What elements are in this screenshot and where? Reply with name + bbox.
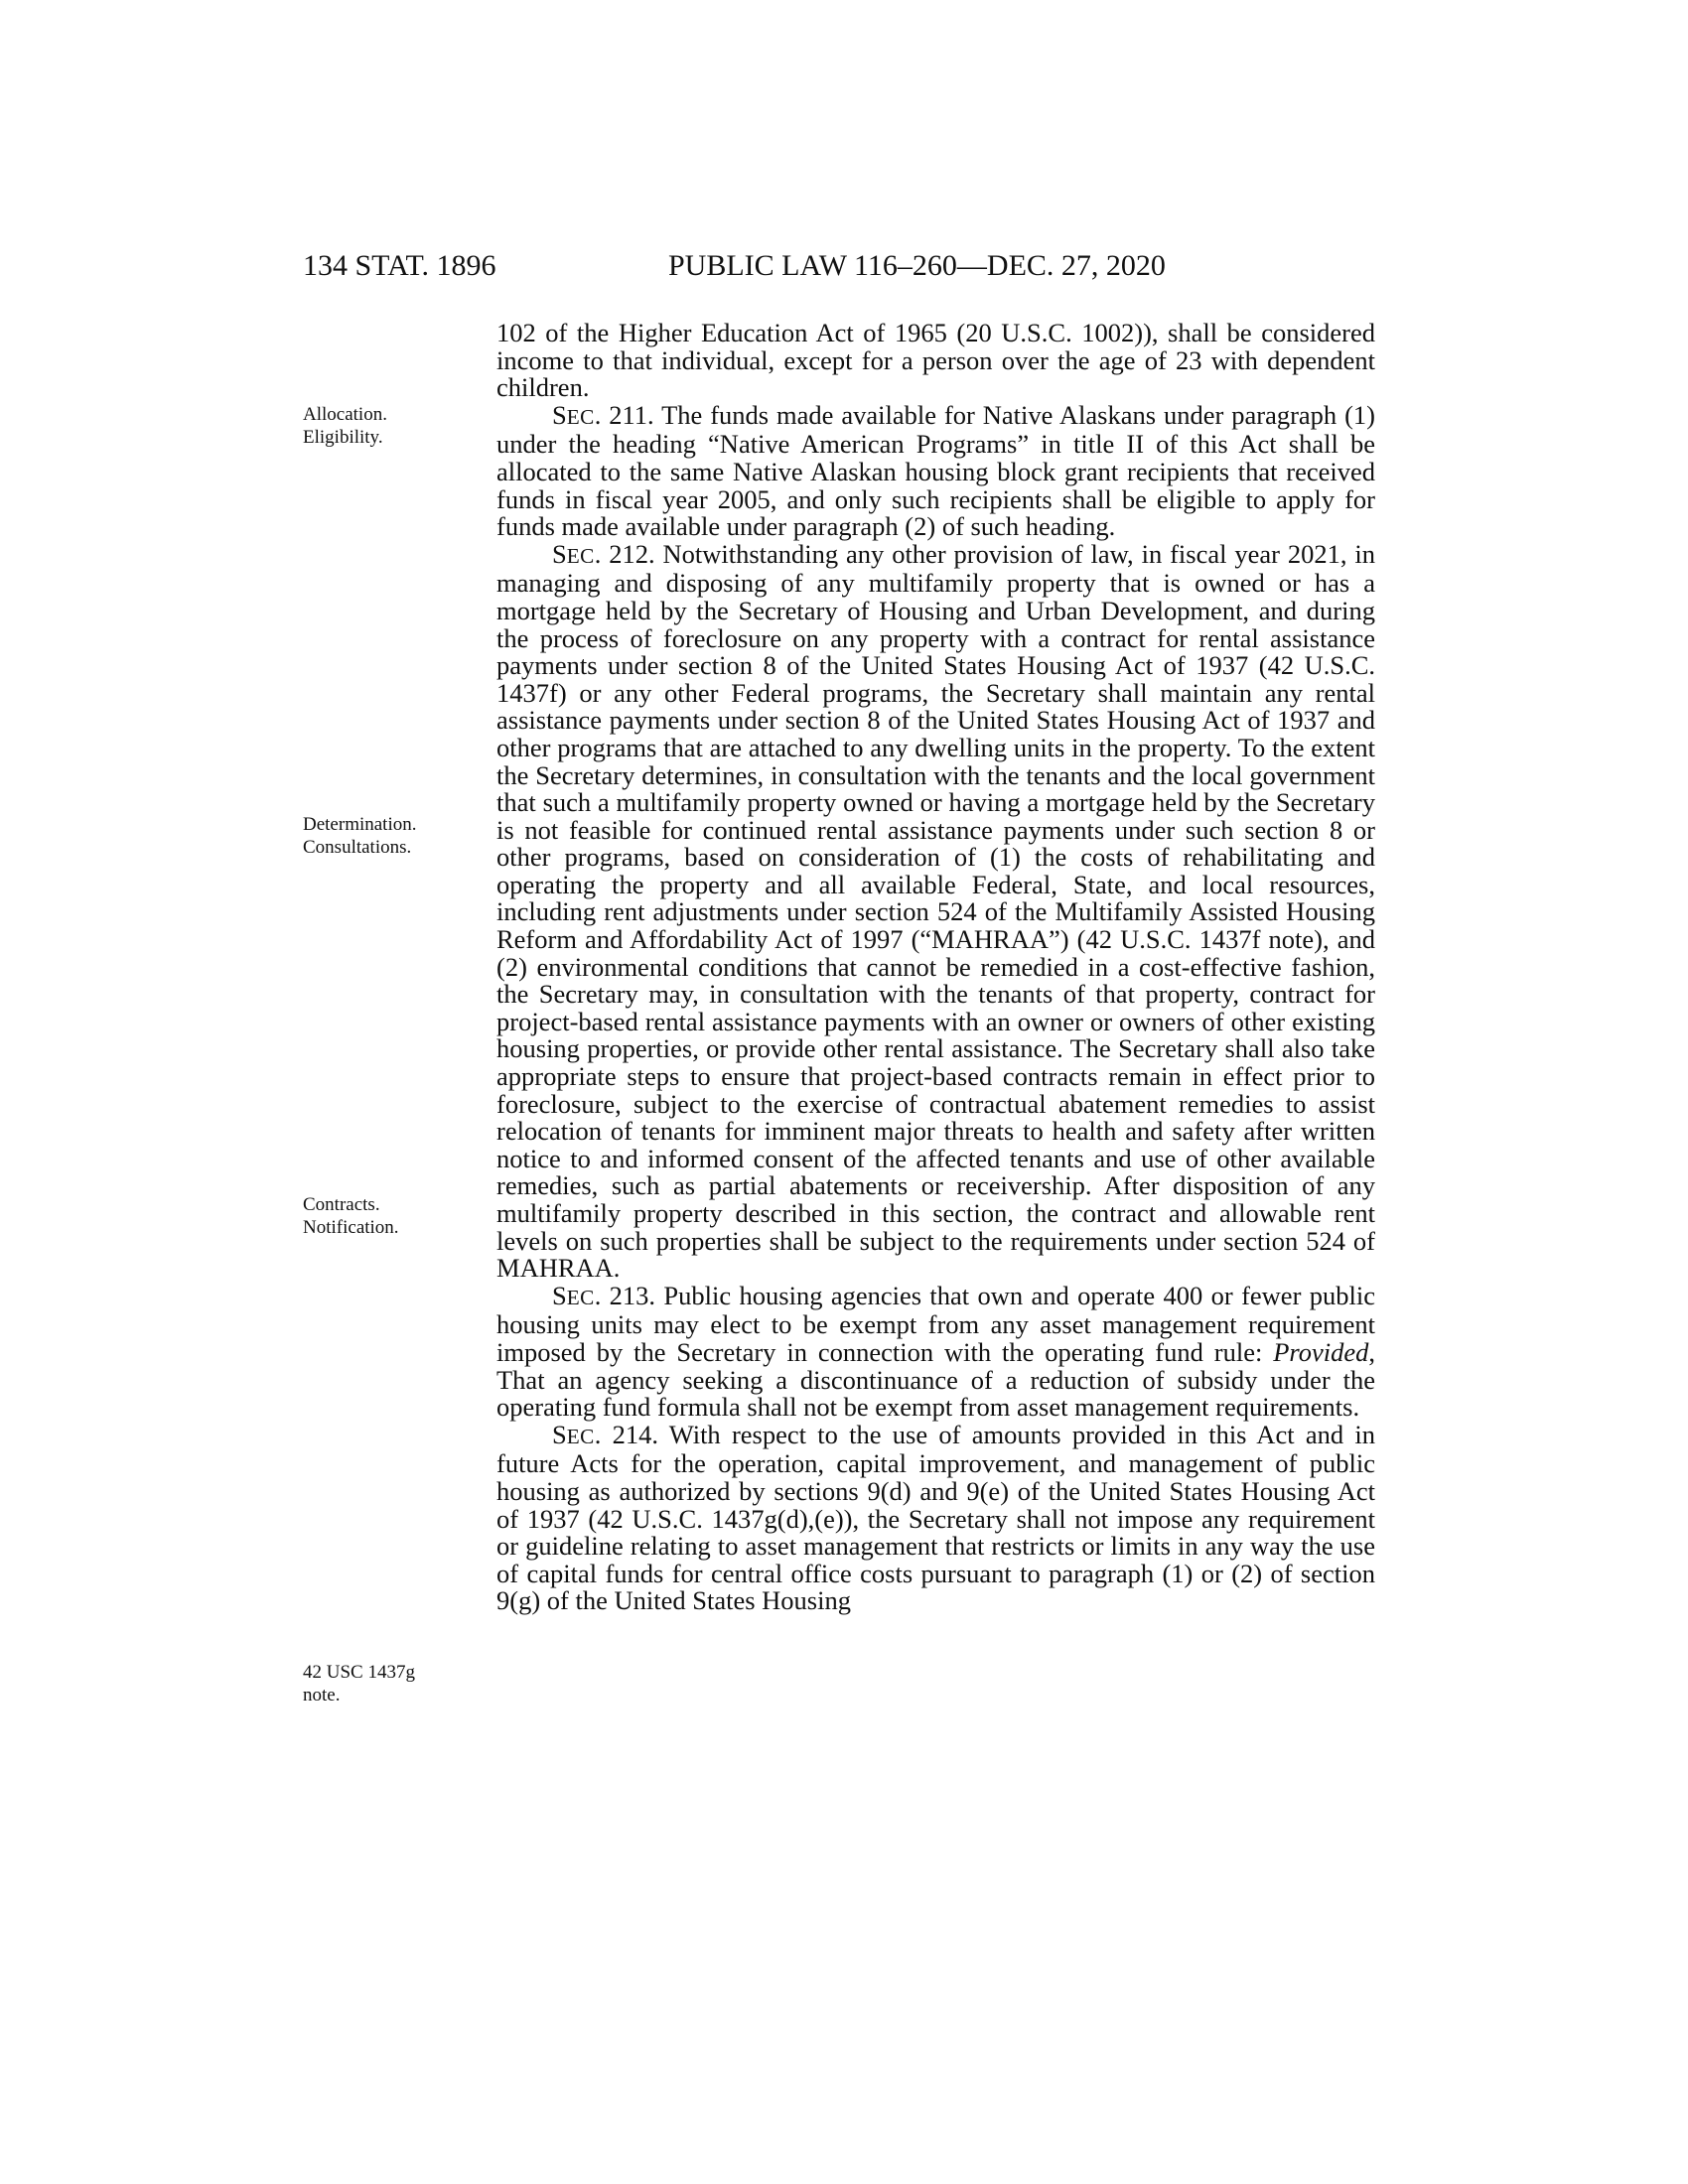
- margin-note-line: Allocation.: [303, 404, 387, 425]
- statute-page-number: 134 STAT. 1896: [303, 249, 496, 282]
- margin-note-allocation: [303, 403, 472, 449]
- margin-note-line: Contracts.: [303, 1194, 380, 1215]
- proviso-italic: Provided: [1273, 1336, 1369, 1367]
- section-214: SEC. 214. With respect to the use of amounts provided in this Act and in future Acts for the operation, capital improvement, and management of public housing as authorized by sections 9(d) and 9(e) of the United States Housing Act of 1937 (42 U.S.C. 1437g(d),(e)), the Secretary shall not impose any requirement or guideline relating to asset management that restricts or limits in any way the use of capital funds for central office costs pursuant to paragraph (1) or (2) of section 9(g) of the United States Housing: [496, 1419, 1375, 1616]
- margin-note-line: Consultations.: [303, 837, 412, 858]
- margin-note-line: Eligibility.: [303, 427, 383, 448]
- margin-note-line: note.: [303, 1685, 341, 1706]
- statute-body: [496, 320, 1375, 1615]
- margin-note-determination: [303, 813, 472, 859]
- paragraph-continuation: 102 of the Higher Education Act of 1965 (20 U.S.C. 1002)), shall be considered income to that individual, except for a person over the age of 23 with dependent children.: [496, 318, 1375, 403]
- margin-note-contracts: [303, 1193, 472, 1239]
- public-law-citation: PUBLIC LAW 116–260—DEC. 27, 2020: [668, 249, 1166, 282]
- section-211: SEC. 211. The funds made available for Native Alaskans under paragraph (1) under the heading “Native American Programs” in title II of this Act shall be allocated to the same Native Alaskan housing block grant recipients that received funds in fiscal year 2005, and only such recipients shall be eligible to apply for funds made available under paragraph (2) of such heading.: [496, 399, 1375, 542]
- section-213: SEC. 213. Public housing agencies that own and operate 400 or fewer public housing units may elect to be exempt from any asset management requirement imposed by the Secretary in connection with the operating fund rule: Provided, That an agency seeking a discontinuance of a reduction of subsidy under the operating fund formula shall not be exempt from asset management requirements.: [496, 1280, 1375, 1423]
- margin-note-usc: [303, 1661, 472, 1706]
- margin-note-line: Determination.: [303, 814, 417, 835]
- section-212: SEC. 212. Notwithstanding any other provision of law, in fiscal year 2021, in managing and disposing of any multifamily property that is owned or has a mortgage held by the Secretary of Housing and Urban Development, and during the process of foreclosure on any property with a contract for rental assistance payments under section 8 of the United States Housing Act of 1937 (42 U.S.C. 1437f) or any other Federal programs, the Secretary shall maintain any rental assistance payments under section 8 of the United States Housing Act of 1937 and other programs that are attached to any dwelling units in the property. To the extent the Secretary determines, in consultation with the tenants and the local government that such a multifamily property owned or having a mortgage held by the Secretary is not feasible for continued rental assistance payments under such section 8 or other programs, based on consideration of (1) the costs of rehabilitating and operating the property and all available Federal, State, and local resources, including rent adjustments under section 524 of the Multifamily Assisted Housing Reform and Affordability Act of 1997 (“MAHRAA”) (42 U.S.C. 1437f note), and (2) environmental conditions that cannot be remedied in a cost-effective fashion, the Secretary may, in consultation with the tenants of that property, contract for project-based rental assistance payments with an owner or owners of other existing housing properties, or provide other rental assistance. The Secretary shall also take appropriate steps to ensure that project-based contracts remain in effect prior to foreclosure, subject to the exercise of contractual abatement remedies to assist relocation of tenants for imminent major threats to health and safety after written notice to and informed consent of the affected tenants and use of other available remedies, such as partial abatements or receivership. After disposition of any multifamily property described in this section, the contract and allowable rent levels on such properties shall be subject to the requirements under section 524 of MAHRAA.: [496, 538, 1375, 1284]
- page-header: [303, 246, 1355, 286]
- margin-note-line: Notification.: [303, 1217, 399, 1238]
- margin-note-line: 42 USC 1437g: [303, 1662, 415, 1683]
